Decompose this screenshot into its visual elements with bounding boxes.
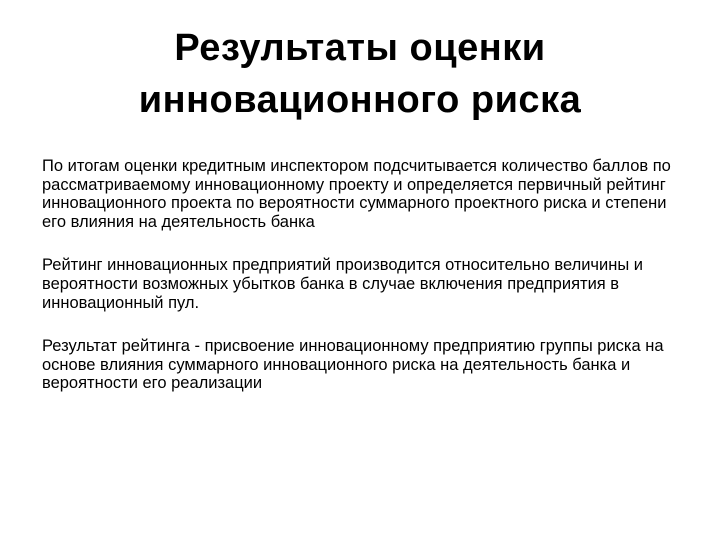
paragraph-rating-result: Результат рейтинга - присвоение инновационному предприятию группы риска на основе влияния суммарного инновационного риска на деятельность банка и вероятности его реализации: [42, 337, 664, 393]
slide-body: [42, 157, 682, 418]
slide-title: [40, 22, 680, 126]
slide-title-line-2: инновационного риска: [138, 79, 582, 121]
paragraph-rating-calculation: По итогам оценки кредитным инспектором подсчитывается количество баллов по рассматриваемому инновационному проекту и определяется первичный рейтинг инновационного проекта по вероятности суммарного проектного риска и степени его влияния на деятельность банка: [42, 157, 671, 231]
slide-title-line-1: Результаты оценки: [174, 27, 546, 69]
paragraph-enterprise-rating: Рейтинг инновационных предприятий производится относительно величины и вероятности возможных убытков банка в случае включения предприятия в инновационный пул.: [42, 256, 644, 312]
